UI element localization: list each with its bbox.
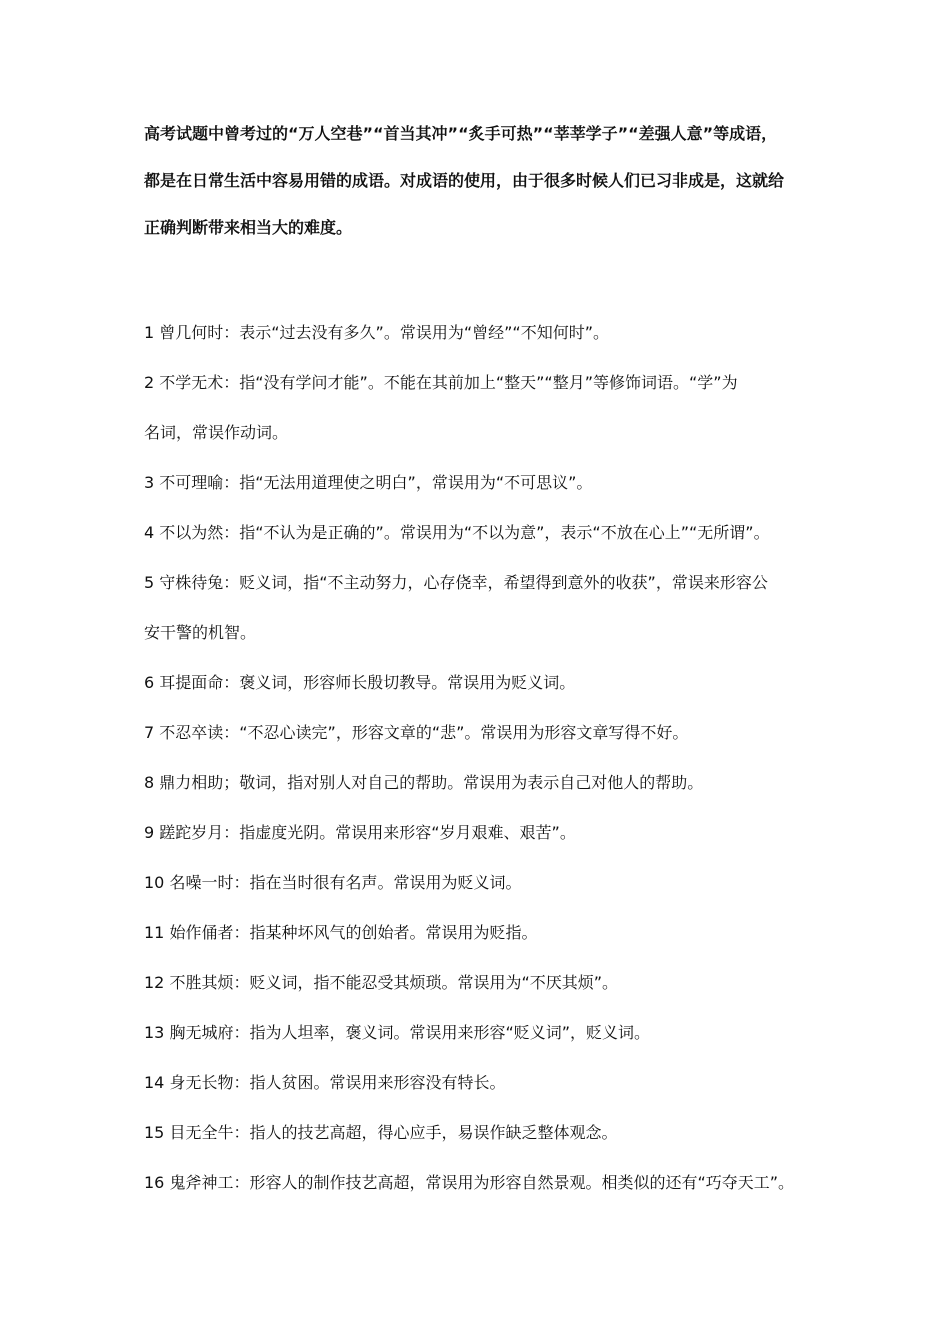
list-item: 6 耳提面命：褒义词，形容师长殷切教导。常误用为贬义词。 <box>144 673 576 692</box>
intro-line: 高考试题中曾考过的“万人空巷”“首当其冲”“炙手可热”“莘莘学子”“差强人意”等成语， <box>144 124 778 143</box>
list-item: 1 曾几何时：表示“过去没有多久”。常误用为“曾经”“不知何时”。 <box>144 323 610 342</box>
list-item: 13 胸无城府：指为人坦率，褒义词。常误用来形容“贬义词”，贬义词。 <box>144 1023 651 1042</box>
list-item: 5 守株待兔：贬义词，指“不主动努力，心存侥幸，希望得到意外的收获”，常误来形容公 <box>144 573 768 592</box>
list-item: 16 鬼斧神工：形容人的制作技艺高超，常误用为形容自然景观。相类似的还有“巧夺天工”。 <box>144 1173 795 1192</box>
list-item-continuation: 安干警的机智。 <box>144 623 257 642</box>
list-item: 15 目无全牛：指人的技艺高超，得心应手，易误作缺乏整体观念。 <box>144 1123 618 1142</box>
list-item: 14 身无长物：指人贫困。常误用来形容没有特长。 <box>144 1073 506 1092</box>
list-item: 7 不忍卒读：“不忍心读完”，形容文章的“悲”。常误用为形容文章写得不好。 <box>144 723 689 742</box>
list-item-continuation: 名词，常误作动词。 <box>144 423 289 442</box>
list-item: 10 名噪一时：指在当时很有名声。常误用为贬义词。 <box>144 873 522 892</box>
intro-line: 正确判断带来相当大的难度。 <box>144 218 353 237</box>
list-item: 2 不学无术：指“没有学问才能”。不能在其前加上“整天”“整月”等修饰词语。“学”为 <box>144 373 738 392</box>
idiom-list <box>144 323 824 1223</box>
intro-line: 都是在日常生活中容易用错的成语。对成语的使用，由于很多时候人们已习非成是，这就给 <box>144 171 785 190</box>
list-item: 12 不胜其烦：贬义词，指不能忍受其烦琐。常误用为“不厌其烦”。 <box>144 973 619 992</box>
list-item: 4 不以为然：指“不认为是正确的”。常误用为“不以为意”，表示“不放在心上”“无所谓”。 <box>144 523 770 542</box>
intro-paragraph <box>144 124 824 265</box>
list-item: 3 不可理喻：指“无法用道理使之明白”，常误用为“不可思议”。 <box>144 473 593 492</box>
list-item: 8 鼎力相助；敬词，指对别人对自己的帮助。常误用为表示自己对他人的帮助。 <box>144 773 704 792</box>
list-item: 9 蹉跎岁月：指虚度光阴。常误用来形容“岁月艰难、艰苦”。 <box>144 823 576 842</box>
list-item: 11 始作俑者：指某种坏风气的创始者。常误用为贬指。 <box>144 923 538 942</box>
